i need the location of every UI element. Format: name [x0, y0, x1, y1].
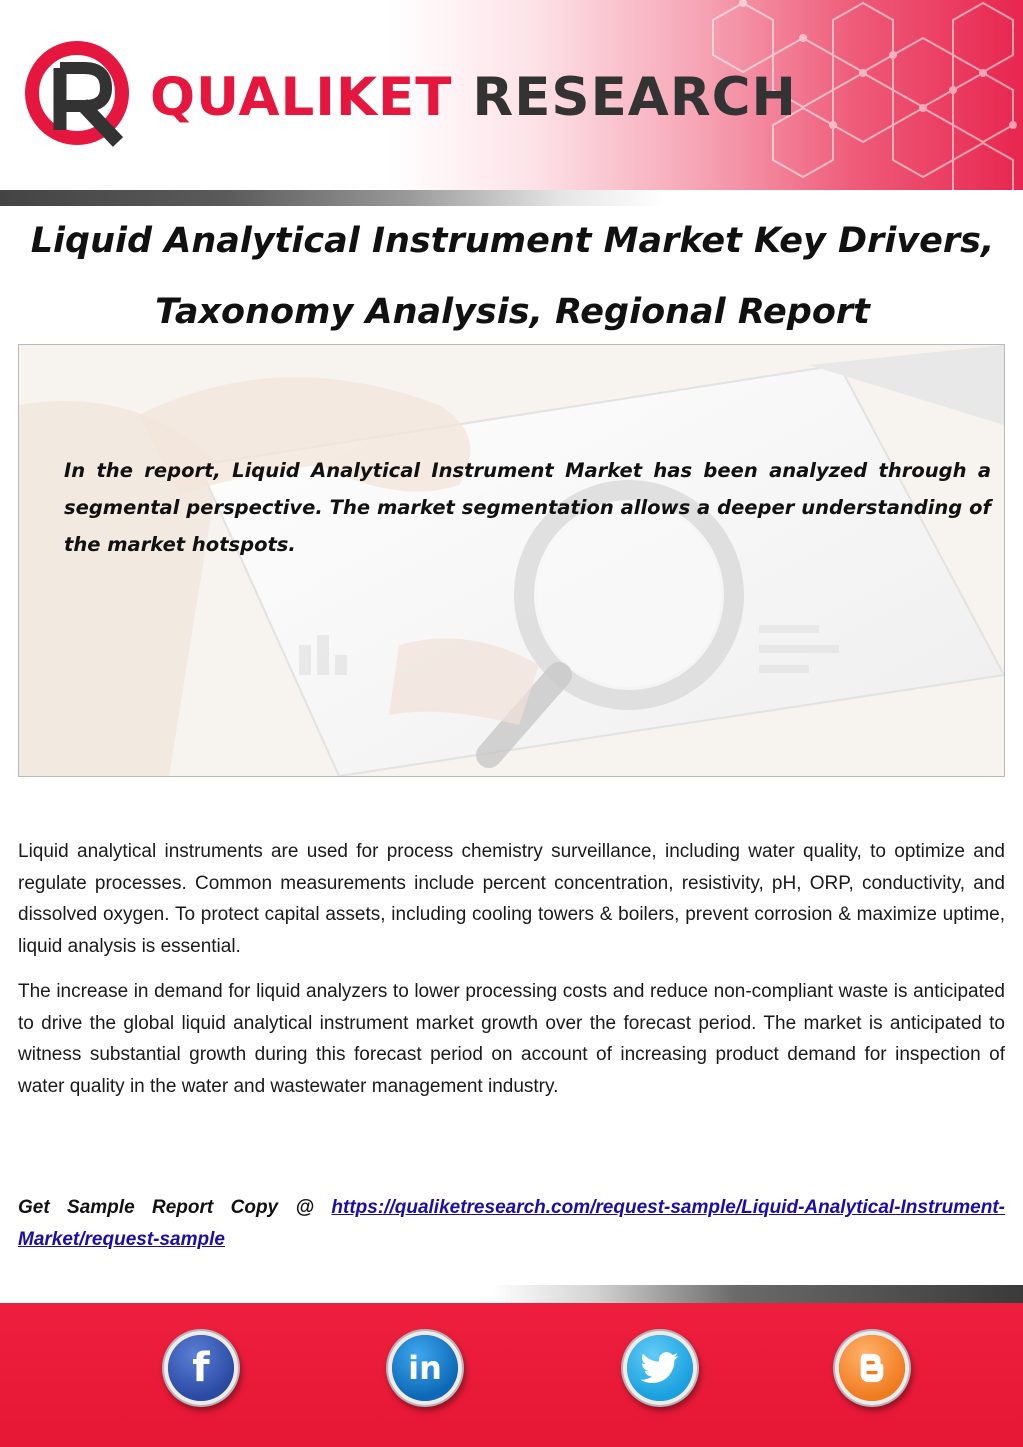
brand-name-part2: RESEARCH	[472, 67, 797, 128]
page-header	[0, 0, 1023, 192]
sample-report-link[interactable]: https://qualiketresearch.com/request-sample/Liquid-Analytical-Instrument-Market/request-sample	[18, 1197, 1006, 1250]
hero-summary-text: In the report, Liquid Analytical Instrument Market has been analyzed through a segmental perspective. The market segmentation allows a deeper understanding of the market hotspots.	[64, 459, 991, 556]
header-divider-bar	[0, 190, 1023, 206]
qr-logo-icon	[22, 38, 146, 148]
twitter-bird-icon	[641, 1352, 679, 1384]
cta-label: Get Sample Report Copy @	[18, 1197, 315, 1218]
facebook-glyph: f	[192, 1345, 210, 1391]
sample-report-cta	[18, 1192, 1005, 1256]
linkedin-icon[interactable]	[392, 1335, 458, 1401]
page-title: Liquid Analytical Instrument Market Key Drivers, Taxonomy Analysis, Regional Report	[30, 221, 995, 332]
hero-banner	[18, 344, 1005, 777]
blogger-b-icon	[855, 1351, 889, 1385]
body-paragraph-1: Liquid analytical instruments are used for process chemistry surveillance, including water quality, to optimize and regulate processes. Common measurements include percent concentration, resistivity, pH, ORP, conductivity, and dissolved oxygen. To protect capital assets, including cooling towers & boilers, prevent corrosion & maximize uptime, liquid analysis is essential.	[18, 841, 1005, 957]
brand-name-part1: QUALIKET	[150, 67, 453, 128]
brand-name	[150, 63, 797, 133]
blogger-icon[interactable]	[839, 1335, 905, 1401]
footer-divider-bar	[0, 1285, 1023, 1303]
facebook-icon[interactable]	[168, 1335, 234, 1401]
linkedin-glyph: in	[408, 1349, 442, 1387]
body-paragraph-2: The increase in demand for liquid analyzers to lower processing costs and reduce non-compliant waste is anticipated to drive the global liquid analytical instrument market growth over the forecast period. The market is anticipated to witness substantial growth during this forecast period on account of increasing product demand for inspection of water quality in the water and wastewater management industry.	[18, 981, 1005, 1097]
twitter-icon[interactable]	[627, 1335, 693, 1401]
